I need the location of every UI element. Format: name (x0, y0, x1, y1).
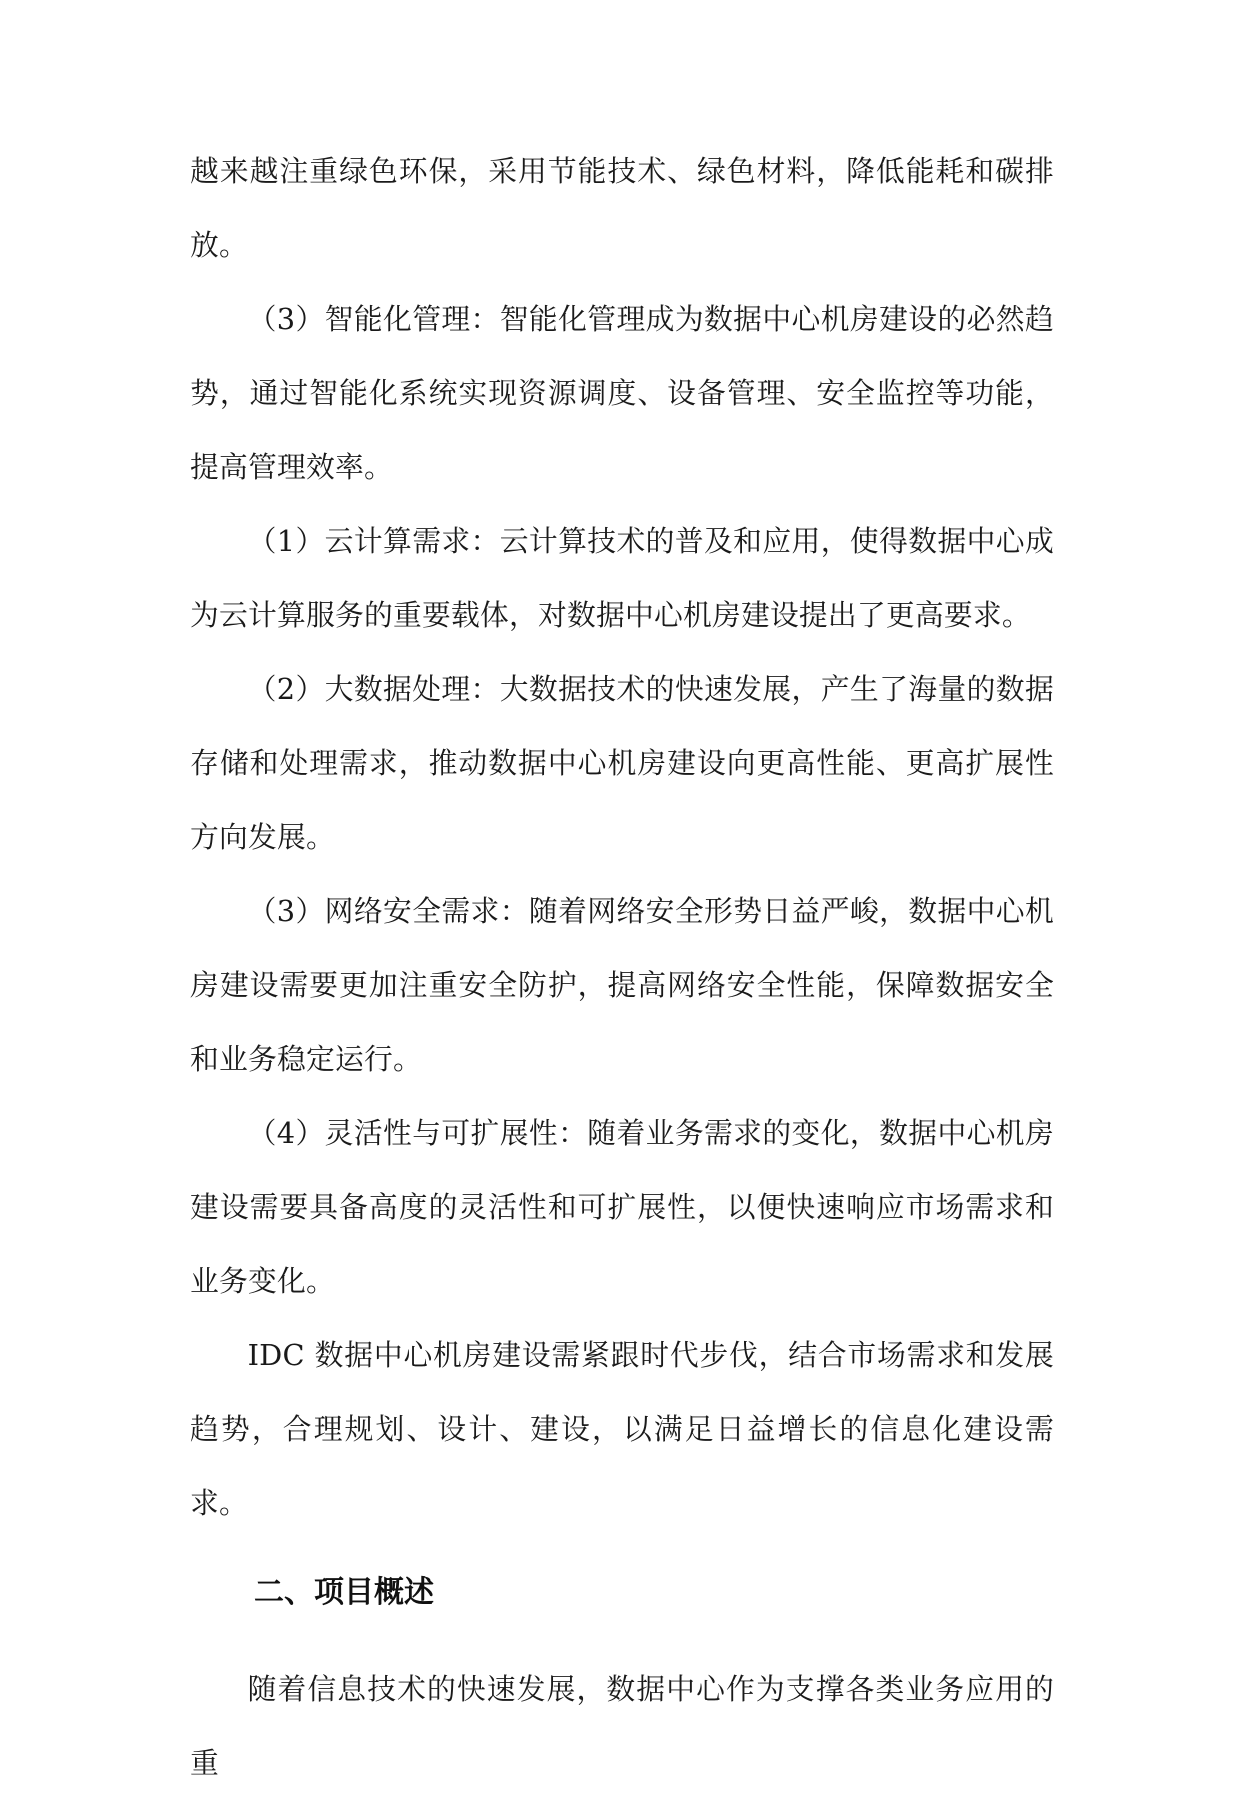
paragraph-green-energy-continuation: 越来越注重绿色环保，采用节能技术、绿色材料，降低能耗和碳排放。 (190, 154, 1054, 262)
paragraph-idc-summary: IDC 数据中心机房建设需紧跟时代步伐，结合市场需求和发展趋势，合理规划、设计、建设，以满足日益增长的信息化建设需求。 (190, 1338, 1054, 1520)
section-heading-project-overview: 二、项目概述 (254, 1575, 434, 1610)
document-page (190, 134, 1054, 1800)
paragraph-network-security: （3）网络安全需求：随着网络安全形势日益严峻，数据中心机房建设需要更加注重安全防护，提高网络安全性能，保障数据安全和业务稳定运行。 (190, 894, 1054, 1076)
paragraph-flexibility-scalability: （4）灵活性与可扩展性：随着业务需求的变化，数据中心机房建设需要具备高度的灵活性和可扩展性，以便快速响应市场需求和业务变化。 (190, 1116, 1054, 1298)
paragraph-big-data: （2）大数据处理：大数据技术的快速发展，产生了海量的数据存储和处理需求，推动数据中心机房建设向更高性能、更高扩展性方向发展。 (190, 672, 1054, 854)
paragraph-intelligent-management: （3）智能化管理：智能化管理成为数据中心机房建设的必然趋势，通过智能化系统实现资源调度、设备管理、安全监控等功能，提高管理效率。 (190, 302, 1054, 484)
paragraph-cloud-computing: （1）云计算需求：云计算技术的普及和应用，使得数据中心成为云计算服务的重要载体，对数据中心机房建设提出了更高要求。 (190, 524, 1054, 632)
paragraph-project-overview-start: 随着信息技术的快速发展，数据中心作为支撑各类业务应用的重 (190, 1672, 1054, 1780)
